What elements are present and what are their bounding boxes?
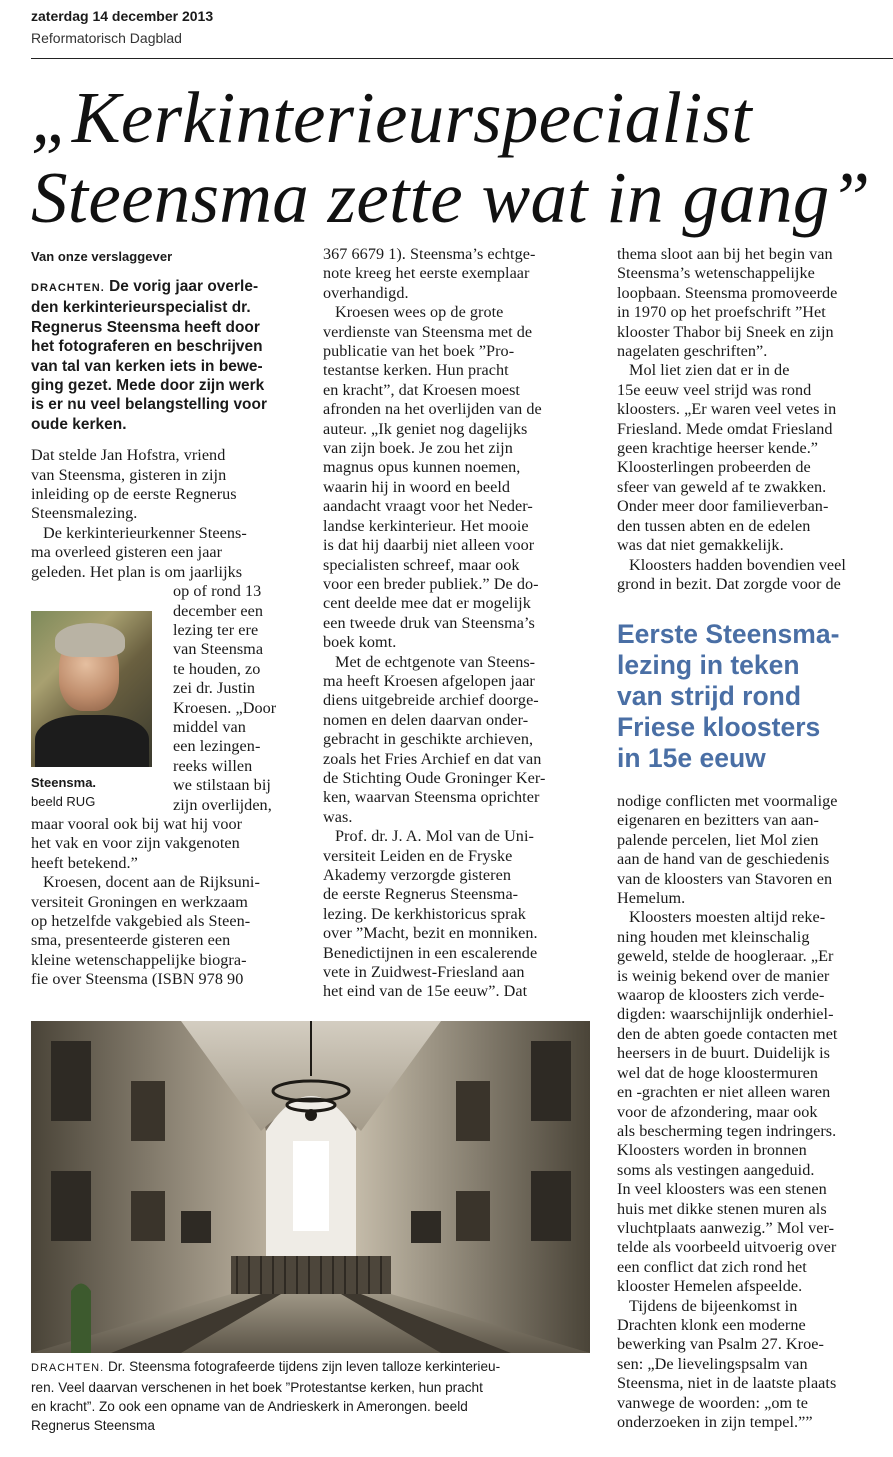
subheadline [617, 619, 893, 774]
portrait-photo [31, 611, 152, 767]
lead-line: ging gezet. Mede door zijn werk [31, 377, 265, 395]
text-line: digden: waarschijnlijk onderhiel- [617, 1005, 834, 1024]
text-line: vanwege de woorden: „om te [617, 1393, 808, 1412]
text-line: waarin hij in woord en beeld [323, 477, 511, 496]
text-line: Dat stelde Jan Hofstra, vriend [31, 446, 226, 465]
lead-line: van tal van kerken iets in bewe- [31, 357, 263, 375]
text-line: maar vooral ook bij wat hij voor [31, 814, 243, 833]
text-line: loopbaan. Steensma promoveerde [617, 283, 838, 302]
text-line: te houden, zo [173, 659, 261, 678]
text-line: nomen en delen daarvan onder- [323, 710, 529, 729]
text-line: Hemelum. [617, 889, 686, 908]
caption-line: Dr. Steensma fotografeerde tijdens zijn leven talloze kerkinterieu- [104, 1359, 501, 1374]
lead-line: Regnerus Steensma heeft door [31, 318, 260, 336]
text-line: en kracht”, dat Kroesen moest [323, 380, 520, 399]
text-line: klooster Thabor bij Sneek en zijn [617, 322, 834, 341]
text-line: In veel kloosters was een stenen [617, 1180, 827, 1199]
byline: Van onze verslaggever [31, 249, 173, 264]
text-line: aandacht vraagt voor het Neder- [323, 497, 533, 516]
caption-line: en kracht”. Zo ook een opname van de Andrieskerk in Amerongen. beeld [31, 1399, 468, 1414]
text-line: grond in bezit. Dat zorgde voor de [617, 574, 841, 593]
text-line: 367 6679 1). Steensma’s echtge- [323, 245, 536, 263]
text-line: gebracht in geschikte archieven, [323, 730, 534, 749]
text-line: boek komt. [323, 633, 397, 652]
headline [31, 78, 891, 238]
text-line: Friesland. Mede omdat Friesland [617, 419, 833, 438]
subheadline-line: van strijd rond [617, 681, 802, 711]
dateline: DRACHTEN. [31, 282, 105, 294]
text-line: verdienste van Steensma met de [323, 322, 533, 341]
text-line: auteur. „Ik geniet nog dagelijks [323, 419, 528, 438]
text-line: Kroesen. „Door [173, 698, 277, 717]
text-line: huis met dikke stenen muren als [617, 1199, 827, 1218]
text-line: Prof. dr. J. A. Mol van de Uni- [335, 827, 534, 846]
text-line: een conflict dat zich rond het [617, 1257, 807, 1276]
text-line: zoals het Fries Archief en dat van [323, 749, 542, 768]
text-line: de eerste Regnerus Steensma- [323, 885, 519, 904]
subheadline-line: in 15e eeuw [617, 743, 766, 773]
text-line: landse kerkinterieur. Het mooie [323, 516, 529, 535]
paragraph [31, 446, 293, 524]
caption-line: ren. Veel daarvan verschenen in het boek ”Protestantse kerken, hun pracht [31, 1380, 483, 1395]
text-line: versiteit Groningen en werkzaam [31, 892, 248, 911]
lead-paragraph [31, 277, 293, 434]
text-line: Mol liet zien dat er in de [629, 361, 790, 380]
text-line: nodige conflicten met voormalige [617, 792, 838, 810]
lead-line: De vorig jaar overle- [104, 278, 259, 295]
text-line: reeks willen [173, 756, 253, 775]
headline-line-2: Steensma zette wat in gang” [31, 157, 871, 238]
text-line: december een [173, 601, 264, 620]
text-line: een lezingen- [173, 737, 261, 756]
text-line: was dat niet gemakkelijk. [617, 536, 784, 555]
text-line: in 1970 op het proefschrift ”Het [617, 303, 826, 322]
text-line: klooster Hemelen afspeelde. [617, 1277, 803, 1296]
text-line: thema sloot aan bij het begin van [617, 245, 833, 263]
text-line: van de kloosters van Stavoren en [617, 869, 833, 888]
text-line: middel van [173, 717, 246, 736]
church-interior-illustration [31, 1021, 590, 1353]
text-line: is dat hij daarbij niet alleen voor [323, 536, 535, 555]
text-line: kleine wetenschappelijke biogra- [31, 950, 247, 969]
text-line: van Steensma [173, 640, 264, 659]
newspaper-name: Reformatorisch Dagblad [31, 30, 182, 46]
text-line: heeft betekend.” [31, 853, 138, 872]
text-line: geweld, stelde de hoogleraar. „Er [617, 947, 834, 966]
subheadline-line: lezing in teken [617, 650, 800, 680]
lead-line: oude kerken. [31, 415, 127, 433]
text-line: op of rond 13 [173, 582, 262, 601]
subheadline-line: Friese kloosters [617, 712, 821, 742]
text-line: den de abten goede contacten met [617, 1024, 838, 1043]
text-line: over ”Macht, bezit en monniken. [323, 924, 538, 943]
text-line: fie over Steensma (ISBN 978 90 [31, 970, 244, 989]
text-line: geleden. Het plan is om jaarlijks [31, 562, 243, 581]
text-line: Kroesen wees op de grote [335, 303, 504, 322]
text-line: aan de hand van de geschiedenis [617, 850, 830, 869]
text-line: Kloosters worden in bronnen [617, 1141, 807, 1160]
text-line: Akademy verzorgde gisteren [323, 866, 511, 884]
text-line: ma heeft Kroesen afgelopen jaar [323, 671, 535, 690]
text-line: ning houden met kleinschalig [617, 927, 810, 946]
text-line: en -grachten er niet alleen waren [617, 1083, 831, 1102]
text-line: Onder meer door familieverban- [617, 497, 829, 516]
text-line: zijn overlijden, [173, 795, 272, 814]
caption-dateline: DRACHTEN. [31, 1362, 105, 1374]
text-line: is weinig bekend over de manier [617, 966, 830, 985]
text-line: De kerkinterieurkenner Steens- [43, 523, 247, 542]
text-line: 15e eeuw veel strijd was rond [617, 380, 812, 399]
text-line: Tijdens de bijeenkomst in [629, 1296, 798, 1315]
text-line: palende percelen, liet Mol zien [617, 830, 819, 849]
text-line: het eind van de 15e eeuw”. Dat [323, 982, 528, 1001]
church-interior-photo [31, 1021, 590, 1353]
text-line: op hetzelfde vakgebied als Steen- [31, 912, 251, 930]
text-line: sma, presenteerde gisteren een [31, 931, 231, 950]
text-line: magnus opus kunnen noemen, [323, 458, 521, 477]
text-line: overhandigd. [323, 283, 409, 302]
text-line: vluchtplaats aanwezig.” Mol ver- [617, 1218, 835, 1237]
text-line: Kloosters moesten altijd reke- [629, 908, 826, 927]
text-line: waarop de kloosters zich verde- [617, 986, 825, 1005]
text-line: den tussen abten en de edelen [617, 516, 811, 535]
text-line: testantse kerken. Hun pracht [323, 361, 509, 380]
portrait-caption [31, 773, 96, 811]
portrait-caption-credit: beeld RUG [31, 794, 96, 809]
portrait-hair [55, 623, 125, 657]
portrait-caption-name: Steensma. [31, 775, 97, 790]
text-line: inleiding op de eerste Regnerus [31, 485, 237, 504]
text-line: Met de echtgenote van Steens- [335, 652, 536, 671]
text-line: vete in Zuidwest-Friesland aan [323, 963, 525, 982]
text-line: eigenaren en bezitters van aan- [617, 811, 819, 830]
text-line: Kroesen, docent aan de Rijksuni- [43, 873, 260, 892]
text-line: van Steensma, gisteren in zijn [31, 465, 227, 484]
text-line: ma overleed gisteren een jaar [31, 543, 223, 562]
text-line: wel dat de hoge kloostermuren [617, 1063, 819, 1082]
text-line: een tweede druk van Steensma’s [323, 613, 535, 632]
text-line: voor de afzondering, maar ook [617, 1102, 818, 1121]
text-line: de Stichting Oude Groninger Ker- [323, 768, 546, 787]
text-line: Steensmalezing. [31, 504, 138, 523]
text-line: bewerking van Psalm 27. Kroe- [617, 1335, 824, 1354]
text-line: voor een breder publiek.” De do- [323, 574, 539, 593]
text-line: Kloosterlingen probeerden de [617, 458, 811, 477]
text-line: telde als voorbeeld uitvoerig over [617, 1238, 837, 1257]
lead-line: het fotograferen en beschrijven [31, 338, 263, 356]
text-line: cent deelde mee dat er mogelijk [323, 594, 531, 613]
text-line: publicatie van het boek ”Pro- [323, 342, 515, 361]
text-line: soms als vestingen aangeduid. [617, 1160, 815, 1179]
column-3-bottom [617, 792, 893, 1432]
text-line: we stilstaan bij [173, 776, 271, 795]
paragraph [31, 873, 293, 989]
issue-date: zaterdag 14 december 2013 [31, 8, 214, 24]
text-line: Drachten klonk een moderne [617, 1315, 806, 1334]
text-line: versiteit Leiden en de Fryske [323, 846, 513, 865]
text-line: sfeer van geweld af te zwakken. [617, 477, 827, 496]
text-line: kloosters. „Er waren veel vetes in [617, 400, 837, 419]
text-line: sen: „De lievelingspsalm van [617, 1354, 808, 1373]
text-line: Kloosters hadden bovendien veel [629, 555, 846, 574]
caption-line: Regnerus Steensma [31, 1418, 155, 1433]
text-line: Steensma, niet in de laatste plaats [617, 1374, 837, 1393]
portrait-shirt [35, 715, 149, 767]
text-line: was. [323, 807, 353, 826]
text-line: nagelaten geschriften”. [617, 342, 768, 361]
text-line: zei dr. Justin [173, 679, 256, 698]
text-line: diens uitgebreide archief doorge- [323, 691, 539, 710]
text-line: ken, waarvan Steensma oprichter [323, 788, 540, 807]
text-line: geen krachtige heerser kende.” [617, 439, 819, 458]
text-line: specialisten schreef, maar ook [323, 555, 520, 574]
text-line: note kreeg het eerste exemplaar [323, 264, 530, 283]
photo-caption [31, 1357, 591, 1435]
text-line: het vak en voor zijn vakgenoten [31, 834, 240, 853]
text-line: lezing ter ere [173, 620, 259, 639]
header-rule [31, 58, 893, 59]
text-line: onderzoeken in zijn tempel.”” [617, 1413, 813, 1431]
text-line: heersers in de buurt. Duidelijk is [617, 1044, 830, 1063]
lead-line: den kerkinterieurspecialist dr. [31, 299, 251, 317]
text-line: lezing. De kerkhistoricus sprak [323, 904, 526, 923]
text-line: Benedictijnen in een escalerende [323, 943, 538, 962]
text-line: van zijn boek. Je zou het zijn [323, 439, 513, 458]
text-line: afronden na het overlijden van de [323, 400, 542, 419]
text-line: Steensma’s wetenschappelijke [617, 264, 815, 283]
headline-line-1: „Kerkinterieurspecialist [31, 77, 752, 158]
column-3-top [617, 245, 893, 594]
text-line: als bescherming tegen indringers. [617, 1121, 837, 1140]
subheadline-line: Eerste Steensma- [617, 619, 840, 649]
lead-line: is er nu veel belangstelling voor [31, 396, 267, 414]
column-2 [323, 245, 585, 1002]
